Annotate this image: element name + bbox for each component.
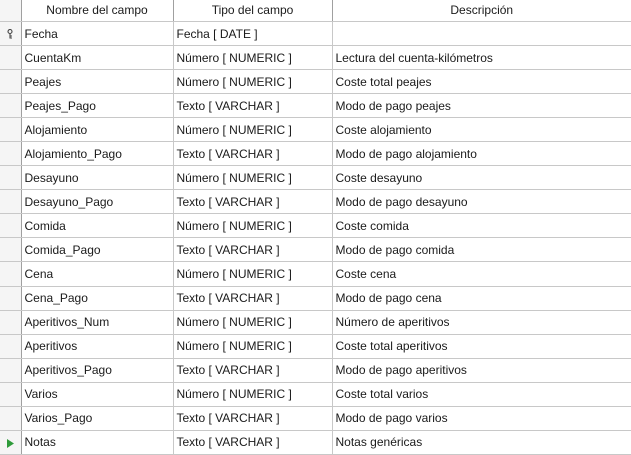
table-row[interactable] — [0, 430, 631, 454]
field-name-cell[interactable]: Aperitivos_Num — [21, 310, 173, 334]
table-row[interactable] — [0, 190, 631, 214]
field-type-cell[interactable]: Número [ NUMERIC ] — [173, 334, 332, 358]
description-cell[interactable]: Modo de pago comida — [332, 238, 631, 262]
key-icon — [6, 29, 14, 39]
description-cell[interactable]: Lectura del cuenta-kilómetros — [332, 46, 631, 70]
description-cell[interactable]: Coste alojamiento — [332, 118, 631, 142]
table-row[interactable] — [0, 70, 631, 94]
table-row[interactable] — [0, 262, 631, 286]
table-row[interactable] — [0, 94, 631, 118]
row-selector[interactable] — [0, 142, 21, 166]
field-type-cell[interactable]: Texto [ VARCHAR ] — [173, 406, 332, 430]
field-name-cell[interactable]: Comida — [21, 214, 173, 238]
row-selector[interactable] — [0, 46, 21, 70]
row-selector[interactable] — [0, 238, 21, 262]
field-name-cell[interactable]: Desayuno_Pago — [21, 190, 173, 214]
field-name-cell[interactable]: Peajes_Pago — [21, 94, 173, 118]
field-type-cell[interactable]: Texto [ VARCHAR ] — [173, 286, 332, 310]
current-row-arrow-icon — [7, 439, 14, 448]
row-selector[interactable] — [0, 214, 21, 238]
field-type-cell[interactable]: Texto [ VARCHAR ] — [173, 94, 332, 118]
column-header-description[interactable]: Descripción — [332, 0, 631, 22]
row-selector[interactable] — [0, 262, 21, 286]
column-header-field-type[interactable]: Tipo del campo — [173, 0, 332, 22]
description-cell[interactable]: Coste total aperitivos — [332, 334, 631, 358]
row-selector[interactable] — [0, 70, 21, 94]
row-selector[interactable] — [0, 358, 21, 382]
description-cell[interactable]: Modo de pago desayuno — [332, 190, 631, 214]
field-type-cell[interactable]: Número [ NUMERIC ] — [173, 118, 332, 142]
table-row[interactable] — [0, 286, 631, 310]
field-type-cell[interactable]: Número [ NUMERIC ] — [173, 262, 332, 286]
field-type-cell[interactable]: Fecha [ DATE ] — [173, 22, 332, 46]
description-cell[interactable]: Modo de pago peajes — [332, 94, 631, 118]
table-row[interactable] — [0, 22, 631, 46]
field-name-cell[interactable]: Fecha — [21, 22, 173, 46]
field-name-cell[interactable]: Alojamiento — [21, 118, 173, 142]
field-type-cell[interactable]: Texto [ VARCHAR ] — [173, 190, 332, 214]
row-selector[interactable] — [0, 334, 21, 358]
field-type-cell[interactable]: Número [ NUMERIC ] — [173, 382, 332, 406]
field-name-cell[interactable]: Cena_Pago — [21, 286, 173, 310]
row-selector[interactable] — [0, 118, 21, 142]
field-name-cell[interactable]: Peajes — [21, 70, 173, 94]
header-row — [0, 0, 631, 22]
field-type-cell[interactable]: Número [ NUMERIC ] — [173, 166, 332, 190]
field-type-cell[interactable]: Texto [ VARCHAR ] — [173, 238, 332, 262]
description-cell[interactable]: Coste cena — [332, 262, 631, 286]
table-row[interactable] — [0, 238, 631, 262]
field-name-cell[interactable]: Notas — [21, 430, 173, 454]
field-type-cell[interactable]: Texto [ VARCHAR ] — [173, 358, 332, 382]
field-name-cell[interactable]: Varios_Pago — [21, 406, 173, 430]
table-row[interactable] — [0, 142, 631, 166]
row-selector[interactable] — [0, 430, 21, 454]
field-type-cell[interactable]: Número [ NUMERIC ] — [173, 214, 332, 238]
description-cell[interactable]: Coste total varios — [332, 382, 631, 406]
table-row[interactable] — [0, 406, 631, 430]
field-name-cell[interactable]: Aperitivos — [21, 334, 173, 358]
table-row[interactable] — [0, 46, 631, 70]
table-row[interactable] — [0, 214, 631, 238]
field-name-cell[interactable]: Aperitivos_Pago — [21, 358, 173, 382]
table-row[interactable] — [0, 382, 631, 406]
description-cell[interactable]: Coste total peajes — [332, 70, 631, 94]
table-row[interactable] — [0, 334, 631, 358]
description-cell[interactable]: Modo de pago alojamiento — [332, 142, 631, 166]
field-name-cell[interactable]: Alojamiento_Pago — [21, 142, 173, 166]
table-row[interactable] — [0, 118, 631, 142]
description-cell[interactable]: Coste comida — [332, 214, 631, 238]
row-selector[interactable] — [0, 22, 21, 46]
field-name-cell[interactable]: Varios — [21, 382, 173, 406]
field-type-cell[interactable]: Texto [ VARCHAR ] — [173, 430, 332, 454]
field-name-cell[interactable]: Desayuno — [21, 166, 173, 190]
row-selector[interactable] — [0, 94, 21, 118]
description-cell[interactable]: Notas genéricas — [332, 430, 631, 454]
corner-header[interactable] — [0, 0, 21, 22]
table-row[interactable] — [0, 358, 631, 382]
description-cell[interactable]: Número de aperitivos — [332, 310, 631, 334]
row-selector[interactable] — [0, 286, 21, 310]
row-selector[interactable] — [0, 310, 21, 334]
field-name-cell[interactable]: Cena — [21, 262, 173, 286]
description-cell[interactable]: Modo de pago aperitivos — [332, 358, 631, 382]
field-type-cell[interactable]: Número [ NUMERIC ] — [173, 70, 332, 94]
description-cell[interactable] — [332, 22, 631, 46]
field-name-cell[interactable]: CuentaKm — [21, 46, 173, 70]
field-name-cell[interactable]: Comida_Pago — [21, 238, 173, 262]
field-type-cell[interactable]: Texto [ VARCHAR ] — [173, 142, 332, 166]
row-selector[interactable] — [0, 406, 21, 430]
table-row[interactable] — [0, 166, 631, 190]
row-selector[interactable] — [0, 382, 21, 406]
row-selector[interactable] — [0, 166, 21, 190]
description-cell[interactable]: Modo de pago cena — [332, 286, 631, 310]
row-selector[interactable] — [0, 190, 21, 214]
field-type-cell[interactable]: Número [ NUMERIC ] — [173, 46, 332, 70]
description-cell[interactable]: Modo de pago varios — [332, 406, 631, 430]
column-header-field-name[interactable]: Nombre del campo — [21, 0, 173, 22]
description-cell[interactable]: Coste desayuno — [332, 166, 631, 190]
field-type-cell[interactable]: Número [ NUMERIC ] — [173, 310, 332, 334]
table-row[interactable] — [0, 310, 631, 334]
